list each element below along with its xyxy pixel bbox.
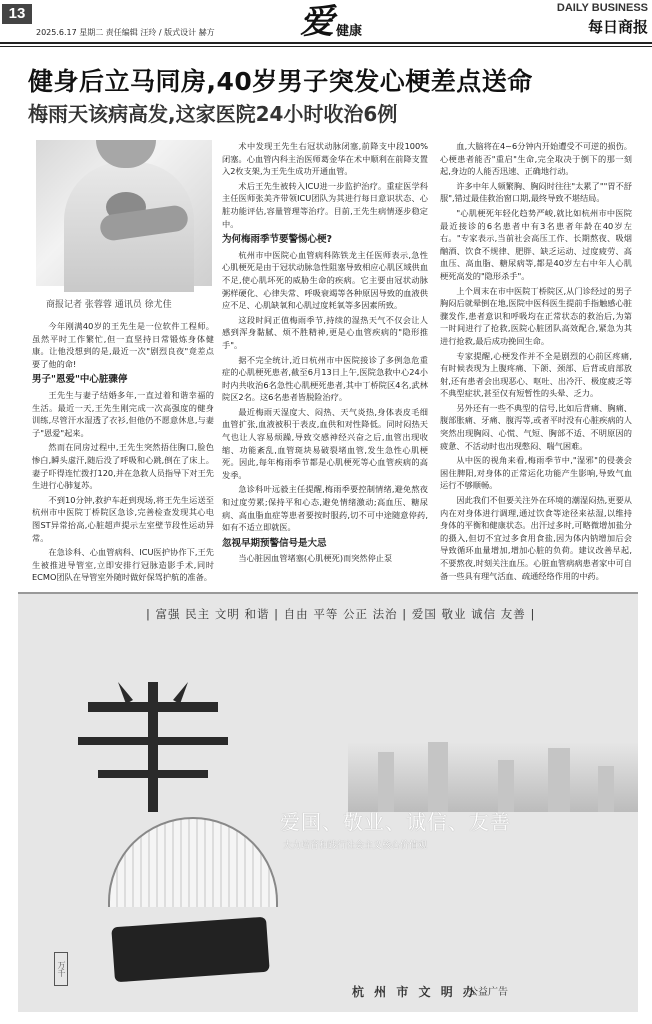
inkstone-graphic bbox=[111, 917, 269, 983]
paragraph: 王先生与妻子结婚多年,一直过着和谐幸福的生活。最近一天,王先生刚完成一次高强度的健身训练,尽管汗水湿透了衣衫,但他仍不愿意休息,与妻子"恩爱"起来。 bbox=[32, 389, 214, 438]
article-column-1 bbox=[32, 320, 214, 583]
article-headline: 健身后立马同房,40岁男子突发心梗差点送命 bbox=[28, 67, 533, 96]
paragraph: 因此我们不但要关注外在环境的潮湿闷热,更要从内在对身体进行调理,通过饮食等途径来祛湿,以维持身体的平衡和健康状态。出汗过多时,可略微增加盐分的摄入,但切不宜过多食用食盐,因为体内钠增加后会导致循环血量增加,增加心脏的负荷。建议改善早起,不要熬夜,时刻关注血压。心脏血管病病患者家中可自备一些具有理气活血、疏通经络作用的中药。 bbox=[440, 495, 632, 581]
paragraph: 许多中年人频繁胸、胸闷时往往"太累了""胃不舒服",错过最佳救治窗口期,最终导致不堪结局。 bbox=[440, 180, 632, 204]
ad-label: 公益广告 bbox=[468, 987, 508, 998]
paragraph: "心肌梗死年轻化趋势严峻,就比如杭州市中医院最近接诊的6名患者中有3名患者年龄在40岁左右。"专家表示,当前社会高压工作、长期熬夜、吸烟酗酒、饮食不规律、肥胖、缺乏运动、过度疲劳、高血压、高血脂、糖尿病等,都是40岁左右中年人心肌梗死高发的"隐形杀手"。 bbox=[440, 207, 632, 281]
article-photo bbox=[36, 140, 212, 286]
ad-core-values: | 富强 民主 文明 和谐 | 自由 平等 公正 法治 | 爱国 敬业 诚信 友善 | bbox=[146, 607, 536, 621]
public-service-ad bbox=[18, 592, 638, 1012]
article-column-2 bbox=[222, 140, 428, 575]
article-subhead: 梅雨天该病高发,这家医院24小时收治6例 bbox=[28, 102, 398, 126]
section-heading: 为何梅雨季节要警惕心梗? bbox=[222, 234, 333, 246]
paragraph: 据不完全统计,近日杭州市中医院接诊了多例急危重症的心肌梗死患者,截至6月13日上午,医院急救中心24小时内共收治6名急性心肌梗死患者,其中丁桥院区4名,武林院区2名。这6名患者皆脱险治疗。 bbox=[222, 354, 428, 403]
page-number: 13 bbox=[2, 4, 32, 24]
ad-top-rule bbox=[18, 592, 638, 594]
header-rule bbox=[0, 42, 652, 44]
paper-name: 每日商报 bbox=[587, 18, 648, 36]
skyline-tower bbox=[378, 752, 394, 812]
article-column-3 bbox=[440, 140, 632, 581]
section-heading: 男子"恩爱"中心脏骤停 bbox=[32, 374, 128, 386]
skyline-tower bbox=[428, 742, 448, 812]
skyline-tower bbox=[598, 766, 614, 812]
paragraph: 杭州市中医院心血管病科陈铁龙主任医师表示,急性心肌梗死是由于冠状动脉急性阻塞导致相应心肌区域供血不足,使心肌坏死的威胁生命的疾病。它主要由冠状动脉粥样硬化、心律失常、呼吸衰竭等各种原因导致的血液供应不足、心肌缺氧和心肌过度耗氧等多因素所致。 bbox=[222, 249, 428, 311]
skyline-tower bbox=[498, 760, 514, 812]
ad-seal: 万千 bbox=[54, 952, 68, 986]
ad-slogan: 爱国、敬业、诚信、友善 bbox=[280, 810, 511, 834]
paragraph: 当心脏因血管堵塞(心肌梗死)而突然停止泵 bbox=[238, 553, 393, 564]
city-skyline-graphic bbox=[348, 742, 638, 812]
paragraph: 术中发现王先生右冠状动脉闭塞,前降支中段100%闭塞。心血管内科主治医师葛金华在术中顺利在前降支置入2枚支架,为王先生成功开通血管。 bbox=[222, 141, 428, 177]
paragraph: 最近梅雨天湿度大、闷热、天气炎热,身体表皮毛细血管扩张,血液被积于表皮,血供和对性降低。同时闷热天气也让人容易烦躁,导致交感神经兴奋之后,血管出现收缩、功能紊乱,血管斑块易破裂堵血管,发生急性心肌梗死。因此,每年梅雨季节都是心肌梗死等心血管疾病的高发季。 bbox=[222, 406, 428, 480]
article-byline: 商报记者 张蓉蓉 通讯员 徐尤佳 bbox=[46, 300, 172, 310]
paragraph: 在急诊科、心血管病科、ICU医护协作下,王先生被推进导管室,立即安排行冠脉造影手术,同时ECMO团队在导管室外随时做好保驾护航的准备。 bbox=[32, 547, 214, 583]
ad-organization: 杭 州 市 文 明 办 bbox=[352, 985, 478, 999]
paragraph: 今年刚满40岁的王先生是一位软件工程师。虽然平时工作繁忙,但一直坚持日常锻炼身体健康。让他没想到的是,最近一次"剧烈良夜"竟差点要了他的命! bbox=[32, 321, 214, 369]
paragraph: 血,大脑将在4~6分钟内开始遭受不可逆的损伤。心梗患者能否"重启"生命,完全取决于倒下的那一刻起,身边的人能否迅速、正确地行动。 bbox=[440, 141, 632, 177]
section-heading: 忽视早期预警信号是大忌 bbox=[222, 537, 327, 549]
paragraph: 急诊科叶远毅主任提醒,梅雨季要控制情绪,避免熬夜和过度劳累;保持平和心态,避免情绪激动;高血压、糖尿病、高血脂血症等患者要按时服药,切不可中途随意停药,如有不适立即就医。 bbox=[222, 484, 428, 533]
paragraph: 从中医的视角来看,梅雨季节中,"湿邪"的侵袭会困住脾阳,对身体的正常运化功能产生影响,导致气血运行不够顺畅。 bbox=[440, 455, 632, 491]
paragraph: 然而在同房过程中,王先生突然捂住胸口,脸色惨白,瞬头虚汗,随后没了呼吸和心跳,倒在了床上。妻子吓得连忙拨打120,并在急救人员指导下对王先生进行心肺复苏。 bbox=[32, 442, 214, 491]
section-name: 健康 bbox=[336, 24, 363, 39]
skyline-tower bbox=[548, 748, 570, 812]
paper-english-name: DAILY BUSINESS bbox=[556, 2, 648, 14]
header-rule-thin bbox=[0, 46, 652, 47]
paragraph: 专家提醒,心梗发作并不全是剧烈的心前区疼痛,有时候表现为上腹疼痛、下颌、颈部、后背或肩部放射,还有患者会出现恶心、呕吐、出冷汗、极度疲乏等不典型症状,甚至仅有短暂性的头晕、乏力。 bbox=[440, 350, 632, 399]
ad-slogan-sub: 大力培育和践行社会主义核心价值观 bbox=[283, 841, 428, 851]
paragraph: 术后王先生被转入ICU进一步监护治疗。重症医学科主任医师张美齐带领ICU团队为其进行每日意识状态、心脏功能评估,容量管理等治疗。目前,王先生病情逐步稳定中。 bbox=[222, 180, 428, 229]
paragraph: 这段时间正值梅雨季节,持续的湿热天气不仅会让人感到浑身黏腻、烦不胜精神,更是心血管疾病的"隐形推手"。 bbox=[222, 314, 428, 350]
paragraph: 上个周末在市中医院丁桥院区,从门诊经过的男子胸闷后就晕倒在地,医院中医科医生提前手指触感心脏骤发作,患者意识和呼吸均在正常状态的救治后,为第一时间进行了抢救,医院心脏团队高效配合,紧急为其进行抢救,最后成功挽回生命。 bbox=[440, 285, 632, 346]
paragraph: 不到10分钟,救护车赶到现场,将王先生运送至杭州市中医院丁桥院区急诊,完善检查发现其心电图ST异常抬高,心脏超声提示左室壁节段性运动异常。 bbox=[32, 494, 214, 543]
paragraph: 另外还有一些不典型的信号,比如后背痛、胸痛、腹部胀痛、牙痛、腹泻等,或者平时没有心脏疾病的人突然出现胸闷、心慌、气短、胸部不适、不明原因的疲惫、不活动时也出现憋闷、喘气困难。 bbox=[440, 402, 632, 451]
section-mark: 爱 bbox=[300, 2, 334, 42]
folding-fan-graphic bbox=[108, 817, 278, 907]
issue-meta: 2025.6.17 星期二 责任编辑 汪玲 / 版式设计 赫方 bbox=[36, 28, 215, 37]
shan-character-graphic bbox=[78, 682, 228, 822]
